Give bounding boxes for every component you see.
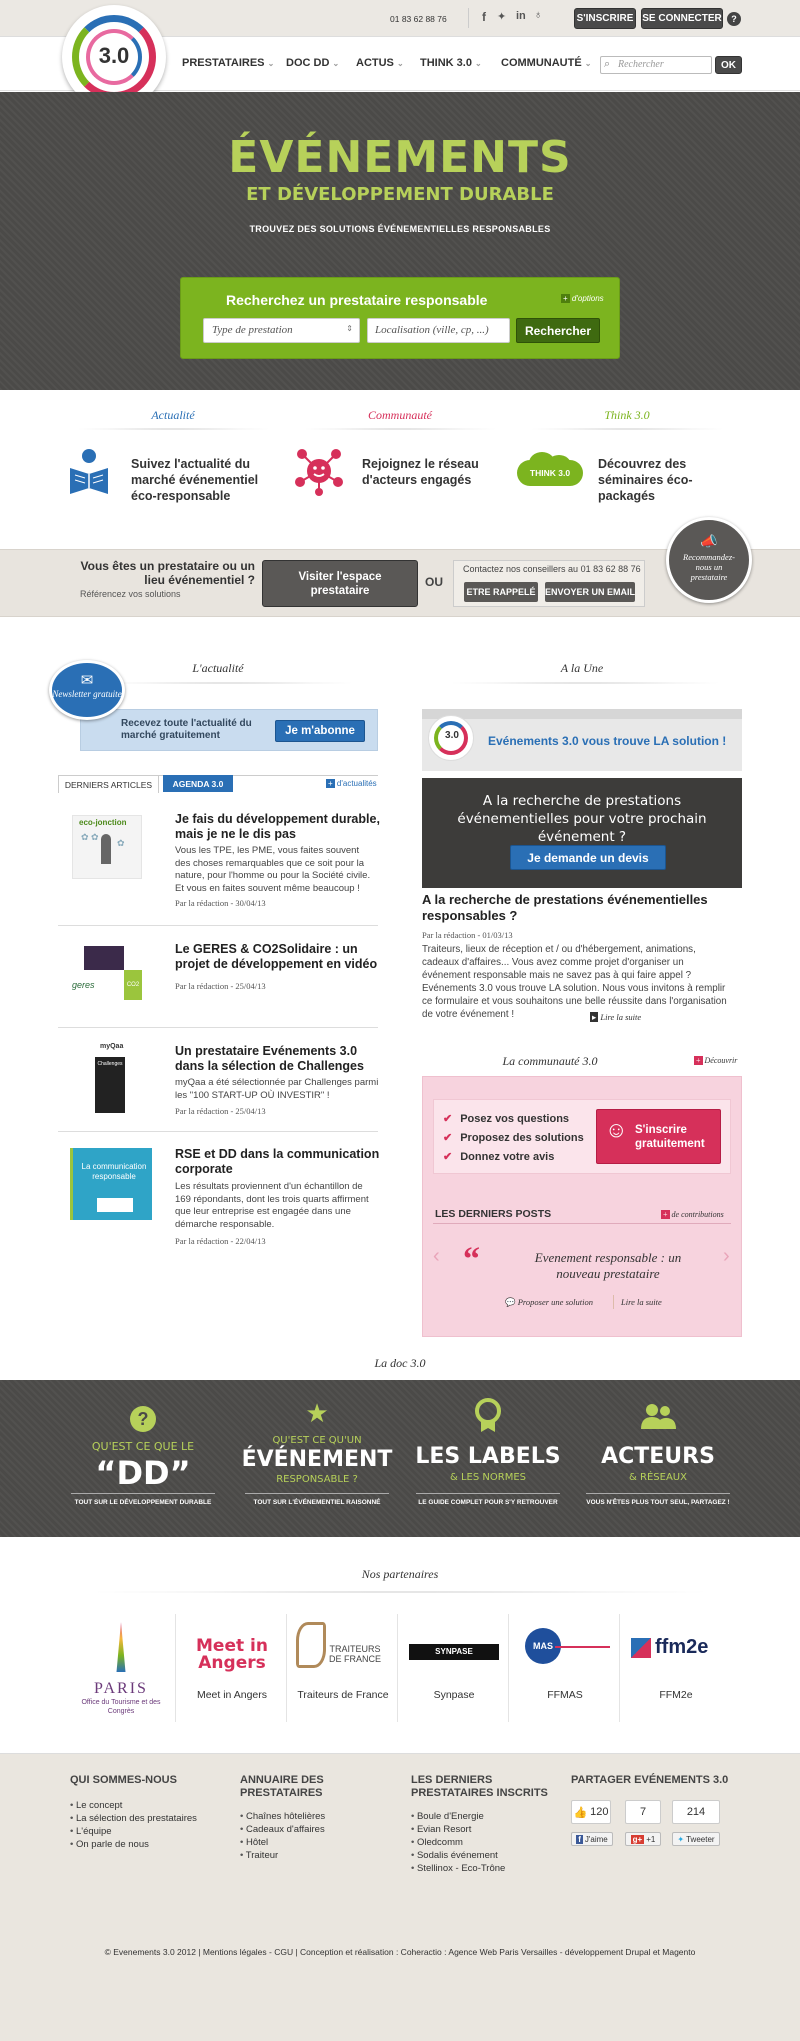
search-icon: ⌕ [604, 58, 611, 70]
newsletter-text: Recevez toute l'actualité du marché gratuitement [121, 718, 252, 741]
doc-item-evenement[interactable]: ★ QU'EST CE QU'UN ÉVÉNEMENT RESPONSABLE ? TOUT SUR L'ÉVÉNEMENTIEL RAISONNÉ [241, 1398, 393, 1506]
actualite-section-title: L'actualité [192, 661, 244, 675]
footer-link[interactable]: • Evian Resort [411, 1823, 505, 1836]
une-banner [422, 709, 742, 771]
synpase-logo: SYNPASE [409, 1644, 499, 1660]
comment-icon: 💬 [505, 1297, 516, 1307]
login-button[interactable]: SE CONNECTER [641, 8, 723, 29]
hero-title: ÉVÉNEMENTS [228, 132, 572, 183]
search-ok-button[interactable]: OK [715, 56, 742, 74]
help-icon[interactable]: ? [727, 12, 741, 26]
newsletter-badge[interactable]: ✉ Newsletter gratuite [49, 660, 125, 720]
community-section-title: La communauté 3.0 [502, 1054, 598, 1068]
feature-text-communaute[interactable]: Rejoignez le réseau d'acteurs engagés [362, 457, 479, 487]
options-link[interactable]: + d'options [563, 294, 604, 303]
viadeo-icon[interactable]: ♁ [534, 9, 543, 21]
check-icon: ✔ [443, 1132, 453, 1144]
newsletter-box [80, 709, 378, 751]
phone-number: 01 83 62 88 76 [390, 14, 447, 24]
check-icon: ✔ [443, 1113, 453, 1125]
subscribe-button[interactable]: Je m'abonne [275, 720, 365, 742]
propose-link[interactable]: 💬 Proposer une solution [505, 1297, 593, 1307]
partner-synpase[interactable]: SYNPASE Synpase [399, 1614, 509, 1722]
band-question: Vous êtes un prestataire ou un lieu événementiel ? [80, 559, 255, 587]
doc-section-title: La doc 3.0 [374, 1356, 426, 1370]
twitter-count: 214 [672, 1800, 720, 1824]
logo-text: 3.0 [98, 43, 130, 68]
une-readmore[interactable]: ▸ Lire la suite [592, 1012, 642, 1022]
thumb-icon: 👍 [573, 1806, 588, 1819]
footer-col2-list [240, 1810, 325, 1862]
think-cloud-icon: THINK 3.0 [517, 452, 583, 488]
nav-actus[interactable]: ACTUS ⌄ [356, 57, 404, 69]
partner-meet-in-angers[interactable]: Meet in Angers Meet in Angers [177, 1614, 287, 1722]
community-checks: ✔ Posez vos questions ✔ Proposez des solutions ✔ Donnez votre avis [443, 1113, 584, 1163]
facebook-like-button[interactable]: f J'aime [571, 1832, 613, 1846]
partner-ffmas[interactable]: MAS FFMAS [510, 1614, 620, 1722]
nav-prestataires[interactable]: PRESTATAIRES ⌄ [182, 57, 275, 69]
footer-link[interactable]: • Chaînes hôtelières [240, 1810, 325, 1823]
bird-icon: ✦ [677, 1834, 685, 1844]
copyright: © Evenements 3.0 2012 | Mentions légales - CGU | Conception et réalisation : Coheractio : Agence Web Paris Versailles - développement Drupal et Magento [104, 1947, 696, 1957]
footer-link[interactable]: • La sélection des prestataires [70, 1812, 197, 1825]
footer-link[interactable]: • Cadeaux d'affaires [240, 1823, 325, 1836]
doc-item-acteurs[interactable]: ACTEURS & RÉSEAUX VOUS N'ÊTES PLUS TOUT SEUL, PARTAGEZ ! [573, 1380, 743, 1537]
partner-ffm2e[interactable]: ffm2e FFM2e [621, 1614, 731, 1722]
select-arrow-icon: ⇕ [346, 324, 353, 333]
search-input[interactable]: ⌕ Rechercher [600, 56, 712, 74]
reader-icon [68, 448, 110, 496]
article-title[interactable]: Le GERES & CO2Solidaire : un projet de développement en vidéo [175, 942, 378, 971]
feature-text-actualite[interactable]: Suivez l'actualité du marché événementiel éco-responsable [131, 457, 259, 503]
article-meta: Par la rédaction - 25/04/13 [175, 1106, 266, 1116]
recommend-badge[interactable]: 📣 Recommandez-nous un prestataire [666, 517, 752, 603]
feature-title-think: Think 3.0 [604, 408, 650, 422]
article-title[interactable]: Je fais du développement durable, mais je ne le dis pas [175, 812, 380, 841]
article-title[interactable]: RSE et DD dans la communication corporate [175, 1147, 380, 1176]
devis-button[interactable]: Je demande un devis [510, 845, 666, 870]
search-panel-title: Recherchez un prestataire responsable [226, 292, 488, 308]
footer-link[interactable]: • Stellinox - Eco-Trône [411, 1862, 505, 1875]
contact-text: Contactez nos conseillers au 01 83 62 88 76 [463, 564, 641, 574]
divider [468, 8, 469, 28]
article-thumb[interactable]: eco-jonction ✿ ✿ ✿ [72, 815, 142, 879]
footer-link[interactable]: • Boule d'Energie [411, 1810, 505, 1823]
article-thumb[interactable]: La communication responsable [70, 1148, 152, 1220]
une-text: Traiteurs, lieux de réception et / ou d'hébergement, animations, cadeaux d'affaires... Vous avez comme projet d'organiser un événement responsable mais ne savez pas à qui faire appel ? Evénements 3.0 vous trouve LA solution. Nous vous invitons à remplir ce formulaire et vous souhaitons une belle réussite dans l'organisation de votre événement ! [422, 944, 727, 1020]
ffm2e-logo [631, 1638, 651, 1658]
doc-item-dd[interactable]: ? QU'EST CE QUE LE “DD” TOUT SUR LE DÉVELOPPEMENT DURABLE [58, 1380, 228, 1537]
tab-agenda[interactable]: AGENDA 3.0 [163, 775, 233, 792]
une-meta: Par la rédaction - 01/03/13 [422, 930, 513, 940]
band-sub: Référencez vos solutions [80, 589, 181, 599]
partner-traiteurs[interactable]: TRAITEURS DE FRANCE Traiteurs de France [288, 1614, 398, 1722]
footer-col4-title: PARTAGER EVÉNEMENTS 3.0 [571, 1774, 729, 1786]
footer-link[interactable]: • Oledcomm [411, 1836, 505, 1849]
band-ou: OU [425, 575, 443, 589]
twitter-icon[interactable]: ✦ [497, 11, 507, 23]
contributions-link[interactable]: + de contributions [663, 1210, 724, 1219]
article-thumb[interactable]: CO2 geres [72, 944, 142, 1002]
devis-text: A la recherche de prestations événementielles pour votre prochain événement ? [457, 793, 707, 845]
footer-link[interactable]: • Le concept [70, 1799, 197, 1812]
question-icon: ? [130, 1406, 156, 1432]
location-input[interactable]: Localisation (ville, cp, ...) [367, 318, 510, 343]
footer-col1-title: QUI SOMMES-NOUS [70, 1774, 177, 1786]
type-select[interactable]: Type de prestation ⇕ [203, 318, 360, 343]
footer-col3-list [411, 1810, 505, 1875]
footer-link[interactable]: • Sodalis événement [411, 1849, 505, 1862]
tab-derniers-articles[interactable]: DERNIERS ARTICLES [58, 775, 159, 793]
article-thumb[interactable]: myQaa Challenges [92, 1043, 128, 1113]
contact-box [453, 560, 645, 607]
hero-subtitle: TROUVEZ DES SOLUTIONS ÉVÉNEMENTIELLES RESPONSABLES [249, 224, 551, 234]
eiffel-logo [106, 1622, 136, 1672]
recall-button[interactable]: ETRE RAPPELÉ [464, 582, 538, 602]
footer-link[interactable]: • L'équipe [70, 1825, 197, 1838]
gplus-count: 7 [625, 1800, 661, 1824]
email-button[interactable]: ENVOYER UN EMAIL [545, 582, 635, 602]
logo-small: 3.0 [428, 715, 474, 761]
partners-section-title: Nos partenaires [361, 1567, 439, 1581]
posts-title: LES DERNIERS POSTS [435, 1208, 552, 1220]
article-meta: Par la rédaction - 30/04/13 [175, 898, 266, 908]
une-section-title: A la Une [560, 661, 604, 675]
une-title[interactable]: A la recherche de prestations événementielles responsables ? [422, 892, 708, 923]
check-icon: ✔ [443, 1151, 453, 1163]
community-icon [294, 446, 344, 496]
smiley-icon: ☺ [605, 1117, 628, 1142]
doc-panel [0, 1380, 800, 1537]
article-meta: Par la rédaction - 22/04/13 [175, 1236, 266, 1246]
post-text[interactable]: Evenement responsable : un nouveau prestataire [534, 1250, 682, 1281]
tweet-button[interactable]: ✦ Tweeter [672, 1832, 720, 1846]
article-meta: Par la rédaction - 25/04/13 [175, 981, 266, 991]
facebook-icon[interactable]: f [482, 10, 486, 24]
partner-paris[interactable]: PARIS Office du Tourisme et des Congrès [66, 1614, 176, 1722]
read-post-link[interactable]: Lire la suite [621, 1297, 662, 1307]
visit-space-button[interactable]: Visiter l'espace prestataire [262, 560, 418, 607]
doc-item-labels[interactable]: LES LABELS & LES NORMES LE GUIDE COMPLET POUR S'Y RETROUVER [403, 1380, 573, 1537]
megaphone-icon: 📣 [700, 533, 718, 549]
linkedin-icon[interactable]: in [516, 10, 526, 22]
feature-title-communaute: Communauté [368, 408, 432, 422]
footer-col1-list [70, 1799, 197, 1851]
footer [0, 1753, 800, 2041]
devis-panel [422, 778, 742, 888]
nav-doc-dd[interactable]: DOC DD ⌄ [286, 57, 340, 69]
hero-title-2: ET DÉVELOPPEMENT DURABLE [246, 184, 554, 205]
nav-communaute[interactable]: COMMUNAUTÉ ⌄ [501, 57, 592, 69]
feature-title-actualite: Actualité [151, 408, 195, 422]
envelope-icon: ✉ [80, 672, 94, 689]
traiteurs-logo [296, 1622, 326, 1668]
footer-col3-title: LES DERNIERS PRESTATAIRES INSCRITS [411, 1774, 548, 1799]
medal-icon [475, 1398, 501, 1424]
article-text: Vous les TPE, les PME, vous faites souvent des choses remarquables que ce soit pour la nature, pour l'homme ou pour la Société civile. Et vous en faites souvent même beaucoup ! [175, 845, 371, 894]
next-arrow-icon[interactable]: › [723, 1245, 730, 1267]
community-signup-button[interactable]: ☺ S'inscrire gratuitement [596, 1109, 721, 1164]
footer-link[interactable]: • Hôtel [240, 1836, 325, 1849]
article-title[interactable]: Un prestataire Evénements 3.0 dans la sélection de Challenges [175, 1044, 364, 1073]
ffmas-logo: MAS [525, 1628, 561, 1664]
signup-button[interactable]: S'INSCRIRE [574, 8, 636, 29]
star-icon: ★ [305, 1398, 329, 1428]
discover-link[interactable]: + Découvrir [696, 1056, 738, 1065]
article-text: Les résultats proviennent d'un échantillon de 169 répondants, dont les trois quarts affirment que leur entreprise est engagée dans une démarche responsable. [175, 1181, 369, 1230]
quote-icon: “ [463, 1241, 480, 1278]
footer-link[interactable]: • On parle de nous [70, 1838, 197, 1851]
footer-col2-title: ANNUAIRE DES PRESTATAIRES [240, 1774, 324, 1799]
search-button[interactable]: Rechercher [516, 318, 600, 343]
footer-link[interactable]: • Traiteur [240, 1849, 325, 1862]
facebook-count: 👍 120 [571, 1800, 611, 1824]
more-news-link[interactable]: + d'actualités [328, 779, 377, 788]
people-icon [639, 1402, 677, 1430]
une-banner-text: Evénements 3.0 vous trouve LA solution ! [488, 734, 727, 748]
prev-arrow-icon[interactable]: ‹ [433, 1245, 440, 1267]
nav-think[interactable]: THINK 3.0 ⌄ [420, 57, 482, 69]
article-text: myQaa a été sélectionnée par Challenges parmi les "100 START-UP OÙ INVESTIR" ! [175, 1077, 379, 1101]
feature-text-think[interactable]: Découvrez des séminaires éco-packagés [598, 457, 693, 503]
community-panel [422, 1076, 742, 1337]
gplus-button[interactable]: g+ +1 [625, 1832, 661, 1846]
search-panel [180, 277, 620, 359]
